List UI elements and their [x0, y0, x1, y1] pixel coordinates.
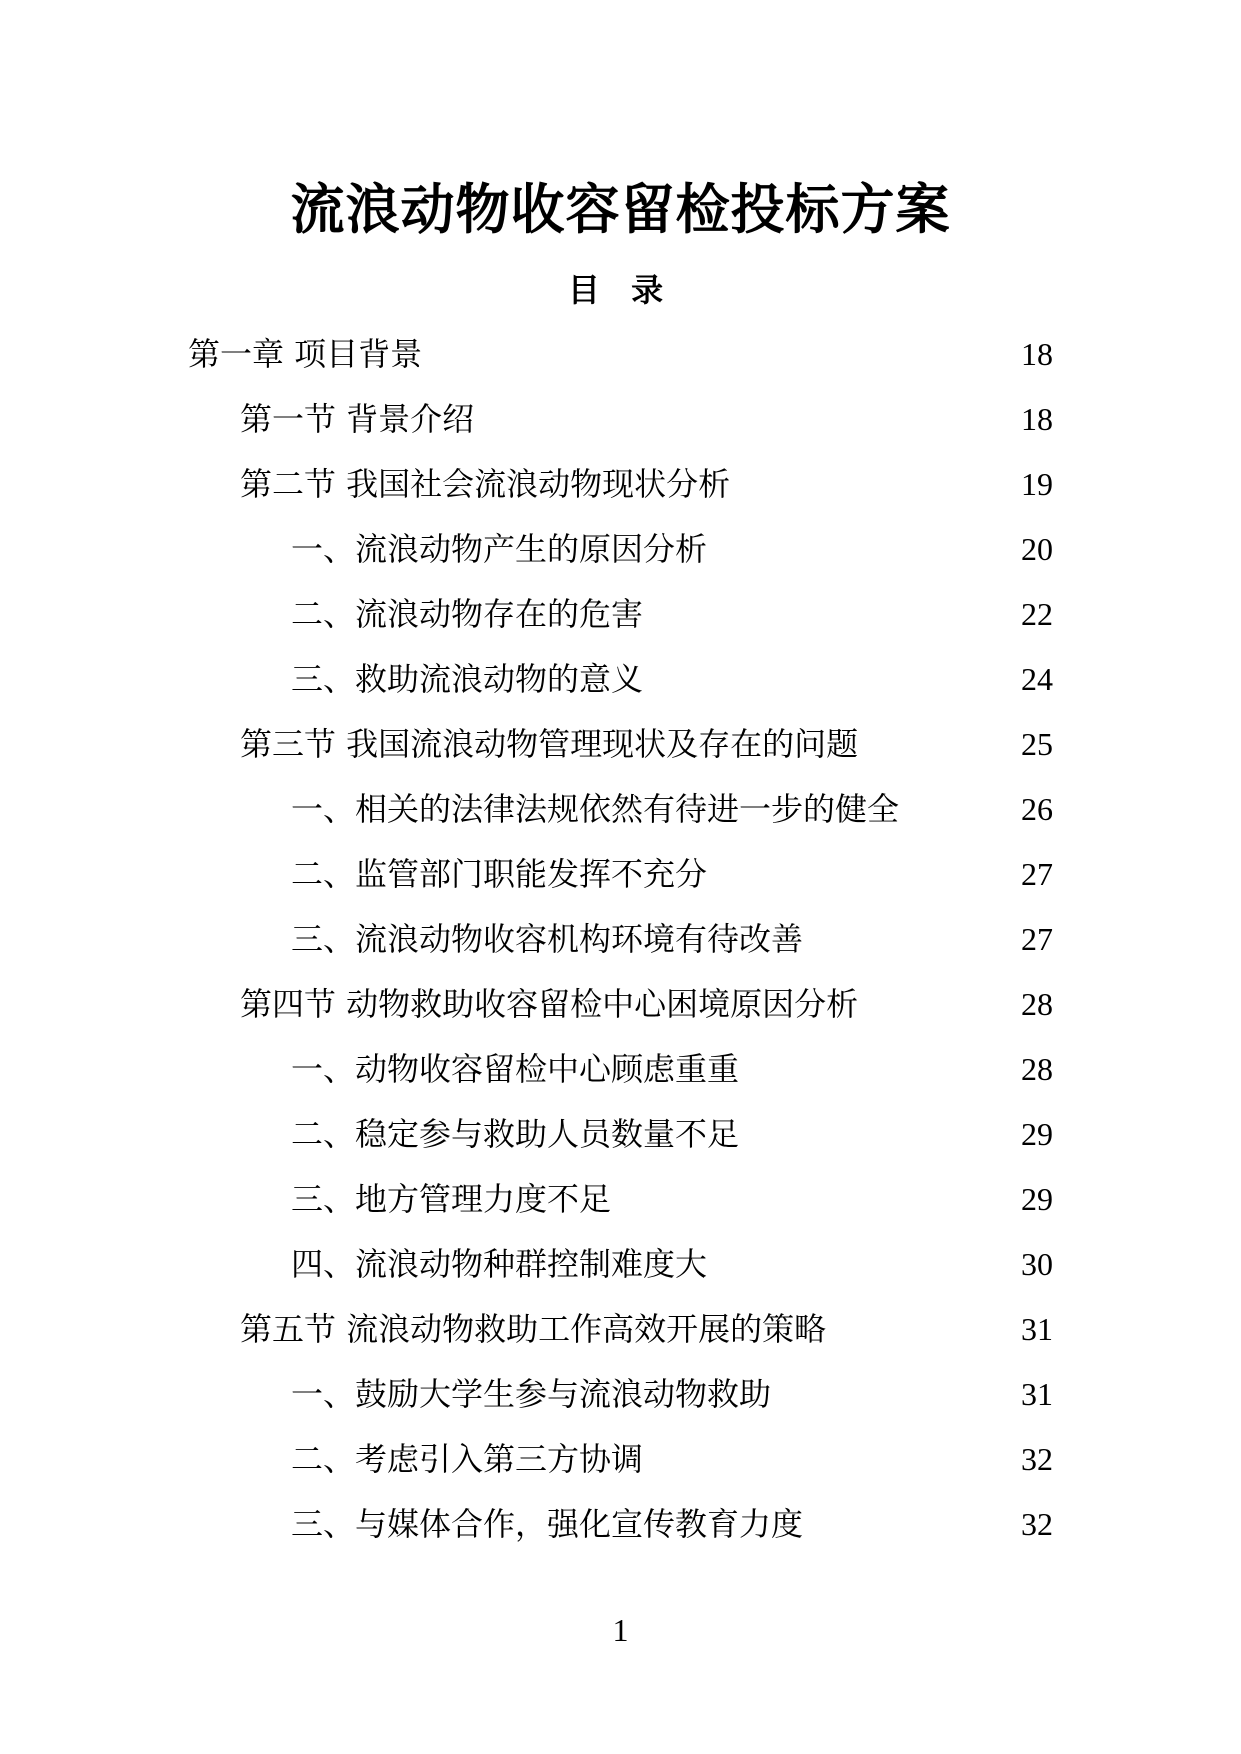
toc-entry-label: 三、流浪动物收容机构环境有待改善 — [291, 920, 804, 958]
toc-entry[interactable] — [0, 907, 1241, 972]
toc-entry[interactable] — [0, 712, 1241, 777]
toc-entry-label: 一、流浪动物产生的原因分析 — [291, 530, 708, 568]
toc-entry-page: 32 — [1021, 1441, 1053, 1477]
toc-entry-label: 一、动物收容留检中心顾虑重重 — [291, 1050, 740, 1088]
toc-entry-label: 一、鼓励大学生参与流浪动物救助 — [291, 1375, 772, 1413]
toc-entry-label: 第一章 项目背景 — [188, 335, 423, 373]
toc-entry-page: 19 — [1021, 466, 1053, 502]
toc-entry-label: 二、稳定参与救助人员数量不足 — [291, 1115, 740, 1153]
toc-entry-page: 31 — [1021, 1311, 1053, 1347]
toc-entry-page: 26 — [1021, 791, 1053, 827]
toc-entry-label: 一、相关的法律法规依然有待进一步的健全 — [291, 790, 900, 828]
toc-entry-label: 二、流浪动物存在的危害 — [291, 595, 644, 633]
toc-entry[interactable] — [0, 582, 1241, 647]
toc-entry-page: 27 — [1021, 921, 1053, 957]
toc-entry[interactable] — [0, 1362, 1241, 1427]
toc-entry-label: 二、考虑引入第三方协调 — [291, 1440, 644, 1478]
toc-entry[interactable] — [0, 1037, 1241, 1102]
toc-entry[interactable] — [0, 1167, 1241, 1232]
toc-entry-page: 22 — [1021, 596, 1053, 632]
toc-entry[interactable] — [0, 842, 1241, 907]
document-title: 流浪动物收容留检投标方案 — [290, 178, 951, 241]
table-of-contents — [0, 322, 1241, 1557]
toc-entry-page: 30 — [1021, 1246, 1053, 1282]
toc-entry-page: 24 — [1021, 661, 1053, 697]
toc-entry-page: 29 — [1021, 1116, 1053, 1152]
toc-entry-label: 第三节 我国流浪动物管理现状及存在的问题 — [240, 725, 859, 763]
toc-entry[interactable] — [0, 777, 1241, 842]
toc-entry[interactable] — [0, 1492, 1241, 1557]
toc-entry-label: 第四节 动物救助收容留检中心困境原因分析 — [240, 985, 859, 1023]
toc-entry-label: 四、流浪动物种群控制难度大 — [291, 1245, 708, 1283]
toc-entry-label: 第五节 流浪动物救助工作高效开展的策略 — [240, 1310, 827, 1348]
toc-heading: 目 录 — [567, 271, 674, 309]
toc-entry-label: 三、救助流浪动物的意义 — [291, 660, 644, 698]
toc-entry[interactable] — [0, 1297, 1241, 1362]
toc-entry[interactable] — [0, 322, 1241, 387]
page-number: 1 — [612, 1612, 629, 1648]
toc-entry-label: 二、监管部门职能发挥不充分 — [291, 855, 708, 893]
toc-entry-page: 28 — [1021, 1051, 1053, 1087]
toc-entry-label: 第二节 我国社会流浪动物现状分析 — [240, 465, 731, 503]
toc-entry[interactable] — [0, 1232, 1241, 1297]
toc-entry-page: 29 — [1021, 1181, 1053, 1217]
toc-entry-label: 三、与媒体合作，强化宣传教育力度 — [291, 1505, 804, 1543]
toc-entry[interactable] — [0, 1102, 1241, 1167]
toc-entry-page: 32 — [1021, 1506, 1053, 1542]
toc-entry-label: 第一节 背景介绍 — [240, 400, 475, 438]
toc-entry[interactable] — [0, 1427, 1241, 1492]
toc-entry[interactable] — [0, 517, 1241, 582]
toc-entry-page: 18 — [1021, 336, 1053, 372]
toc-entry[interactable] — [0, 647, 1241, 712]
toc-entry[interactable] — [0, 972, 1241, 1037]
toc-entry-page: 20 — [1021, 531, 1053, 567]
toc-entry-label: 三、地方管理力度不足 — [291, 1180, 612, 1218]
toc-entry-page: 25 — [1021, 726, 1053, 762]
toc-entry-page: 28 — [1021, 986, 1053, 1022]
toc-entry-page: 31 — [1021, 1376, 1053, 1412]
toc-entry-page: 27 — [1021, 856, 1053, 892]
toc-entry[interactable] — [0, 452, 1241, 517]
toc-entry-page: 18 — [1021, 401, 1053, 437]
toc-entry[interactable] — [0, 387, 1241, 452]
